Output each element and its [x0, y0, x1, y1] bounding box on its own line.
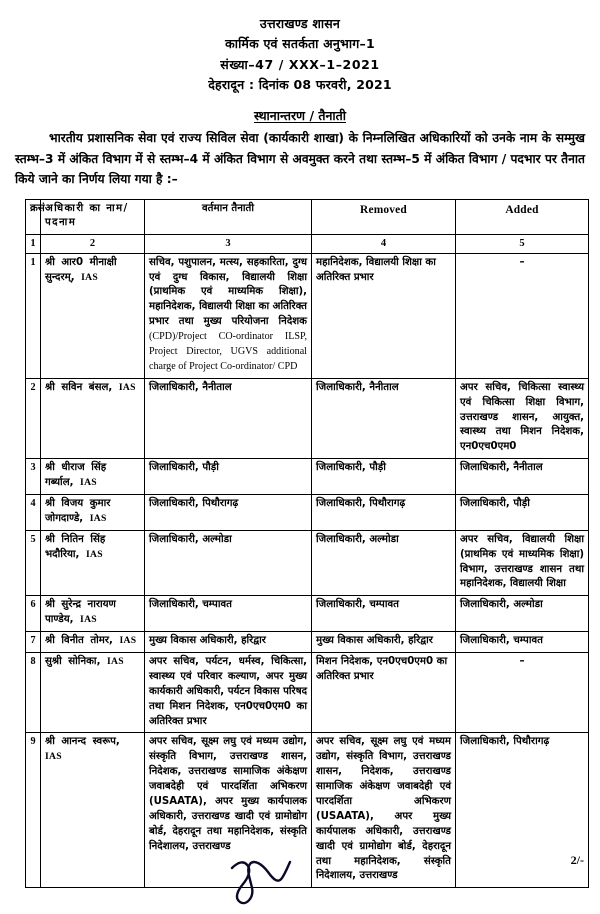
officer-name-text: श्री आर0 मीनाक्षी सुन्दरम्, [45, 256, 117, 283]
officer-service-tag: IAS [45, 751, 62, 763]
th-officer-name: अधिकारी का नाम/ पदनाम [41, 199, 145, 235]
place-and-date: देहरादून : दिनांक 08 फरवरी, 2021 [208, 76, 392, 92]
colnum-1: 1 [26, 235, 41, 253]
officer-service-tag: IAS [89, 512, 107, 524]
row-current-posting: अपर सचिव, सूक्ष्म लघु एवं मध्यम उद्योग, संस्कृति विभाग, उत्तराखण्ड शासन, निदेशक, उत्तराखण्ड सामाजिक अंकेक्षण जवाबदेही एवं पारदर्शिता अभिकरण (USAATA), अपर मुख्य कार्यपालक अधिकारी, उत्तराखण्ड खादी एवं ग्रामोद्योग बोर्ड, देहरादून तथा महानिदेशक, संस्कृति निदेशालय, उत्तराखण्ड [145, 733, 312, 888]
colnum-4: 4 [312, 235, 456, 253]
document-header [13, 14, 587, 95]
th-removed: Removed [312, 199, 456, 235]
row-added: जिलाधिकारी, पिथौरागढ़ [456, 733, 589, 888]
transfer-table [25, 199, 589, 889]
row-added: जिलाधिकारी, नैनीताल [456, 459, 589, 495]
table-row [26, 253, 589, 378]
subject-text: स्थानान्तरण / तैनाती [253, 108, 347, 123]
row-officer-name [41, 378, 145, 458]
th-added: Added [456, 199, 589, 235]
row-officer-name [41, 494, 145, 530]
govt-name: उत्तराखण्ड शासन [259, 16, 341, 31]
table-row [26, 530, 589, 596]
row-current-posting: जिलाधिकारी, अल्मोडा [145, 530, 312, 596]
row-current-posting [145, 253, 312, 378]
row-added: – [456, 253, 589, 378]
colnum-3: 3 [145, 235, 312, 253]
department-section: कार्मिक एवं सतर्कता अनुभाग–1 [225, 36, 375, 52]
row-current-posting: जिलाधिकारी, चम्पावत [145, 596, 312, 632]
officer-name-text: श्री नितिन सिंह भदौरिया, [45, 533, 106, 560]
row-current-posting: अपर सचिव, पर्यटन, धर्मस्व, चिकित्सा, स्वास्थ्य एवं परिवार कल्याण, अपर मुख्य कार्यकारी अधिकारी, पर्यटन विकास परिषद तथा मिशन निदेशक, एन0एच0एम0 का अतिरिक्त प्रभार [145, 652, 312, 732]
row-officer-name [41, 530, 145, 596]
colnum-2: 2 [41, 235, 145, 253]
transfer-table-wrapper [25, 199, 588, 889]
current-posting-latin: (CPD)/Project CO-ordinator ILSP, Project Director, UGVS additional charge of Project Co-ordinator/ CPD [149, 331, 307, 372]
officer-service-tag: IAS [85, 548, 103, 560]
th-current-posting: वर्तमान तैनाती [145, 199, 312, 235]
row-serial: 2 [26, 378, 41, 458]
row-removed: अपर सचिव, सूक्ष्म लघु एवं मध्यम उद्योग, संस्कृति विभाग, उत्तराखण्ड शासन, निदेशक, उत्तराखण्ड सामाजिक अंकेक्षण जवाबदेही एवं पारदर्शिता अभिकरण (USAATA), अपर मुख्य कार्यपालक अधिकारी, उत्तराखण्ड खादी एवं ग्रामोद्योग बोर्ड, देहरादून तथा महानिदेशक, संस्कृति निदेशालय, उत्तराखण्ड [312, 733, 456, 888]
signature-mark [218, 854, 338, 908]
officer-service-tag: IAS [106, 655, 124, 667]
table-row [26, 378, 589, 458]
row-serial: 1 [26, 253, 41, 378]
row-officer-name [41, 733, 145, 888]
row-officer-name [41, 253, 145, 378]
table-row [26, 494, 589, 530]
officer-name-text: श्री सुरेन्द्र नारायण पाण्डेय, [45, 599, 116, 626]
row-serial: 8 [26, 652, 41, 732]
row-current-posting: जिलाधिकारी, पिथौरागढ़ [145, 494, 312, 530]
row-officer-name [41, 459, 145, 495]
page-continuation-mark: 2/- [570, 853, 584, 867]
table-column-numbers-row [26, 235, 589, 253]
table-row [26, 652, 589, 732]
row-added: अपर सचिव, विद्यालयी शिक्षा (प्राथमिक एवं माध्यमिक शिक्षा) विभाग, उत्तराखण्ड शासन तथा महानिदेशक, विद्यालयी शिक्षा [456, 530, 589, 596]
table-head [26, 199, 589, 253]
officer-name-text: सुश्री सोनिका, [45, 655, 101, 667]
row-added: अपर सचिव, चिकित्सा स्वास्थ्य एवं चिकित्सा शिक्षा विभाग, उत्तराखण्ड शासन, आयुक्त, स्वास्थ्य तथा मिशन निदेशक, एन0एच0एम0 [456, 378, 589, 458]
row-current-posting: जिलाधिकारी, नैनीताल [145, 378, 312, 458]
th-serial: क्रसं [26, 199, 41, 235]
officer-name-text: श्री विजय कुमार जोगदाण्डे, [45, 497, 111, 524]
colnum-5: 5 [456, 235, 589, 253]
current-posting-text: सचिव, पशुपालन, मत्स्य, सहकारिता, दुग्ध एवं दुग्ध विकास, विद्यालयी शिक्षा (प्राथमिक एवं माध्यमिक शिक्षा), महानिदेशक, विद्यालयी शिक्षा का अतिरिक्त प्रभार तथा मुख्य परियोजना निदेशक [149, 256, 307, 328]
row-removed: मुख्य विकास अधिकारी, हरिद्वार [312, 632, 456, 653]
row-added: जिलाधिकारी, पौड़ी [456, 494, 589, 530]
row-current-posting: जिलाधिकारी, पौड़ी [145, 459, 312, 495]
row-removed: जिलाधिकारी, चम्पावत [312, 596, 456, 632]
row-serial: 7 [26, 632, 41, 653]
row-removed: जिलाधिकारी, पिथौरागढ़ [312, 494, 456, 530]
table-body [26, 253, 589, 888]
row-officer-name [41, 632, 145, 653]
officer-service-tag: IAS [80, 477, 97, 489]
row-serial: 3 [26, 459, 41, 495]
row-removed: जिलाधिकारी, नैनीताल [312, 378, 456, 458]
officer-service-tag: IAS [119, 635, 137, 647]
row-officer-name [41, 652, 145, 732]
row-serial: 6 [26, 596, 41, 632]
row-removed: महानिदेशक, विद्यालयी शिक्षा का अतिरिक्त प्रभार [312, 253, 456, 378]
row-removed: जिलाधिकारी, अल्मोडा [312, 530, 456, 596]
table-row [26, 632, 589, 653]
table-row [26, 459, 589, 495]
row-added: जिलाधिकारी, चम्पावत [456, 632, 589, 653]
intro-paragraph: भारतीय प्रशासनिक सेवा एवं राज्य सिविल सेवा (कार्यकारी शाखा) के निम्नलिखित अधिकारियों को उनके नाम के सम्मुख स्तम्भ–3 में अंकित विभाग में से स्तम्भ–4 में अंकित विभाग से अवमुक्त करने तथा स्तम्भ–5 में अंकित विभाग / पदभार पर तैनात किये जाने का निर्णय लिया गया है :– [15, 131, 585, 186]
row-added: जिलाधिकारी, अल्मोडा [456, 596, 589, 632]
row-serial: 5 [26, 530, 41, 596]
table-header-row [26, 199, 589, 235]
officer-name-text: श्री विनीत तोमर, [45, 635, 113, 647]
order-number: संख्या–47 / XXX–1–2021 [220, 56, 380, 72]
row-officer-name [41, 596, 145, 632]
officer-name-text: श्री आनन्द स्वरूप, [45, 736, 120, 748]
subject-line [13, 105, 587, 124]
officer-name-text: श्री सविन बंसल, [45, 381, 113, 393]
officer-service-tag: IAS [81, 271, 99, 283]
table-row [26, 596, 589, 632]
officer-service-tag: IAS [80, 614, 97, 626]
row-removed: जिलाधिकारी, पौड़ी [312, 459, 456, 495]
row-current-posting: मुख्य विकास अधिकारी, हरिद्वार [145, 632, 312, 653]
officer-service-tag: IAS [118, 381, 136, 393]
row-added: – [456, 652, 589, 732]
officer-name-text: श्री धीराज सिंह गर्ब्याल, [45, 462, 107, 489]
row-removed: मिशन निदेशक, एन0एच0एम0 का अतिरिक्त प्रभार [312, 652, 456, 732]
row-serial: 9 [26, 733, 41, 888]
row-serial: 4 [26, 494, 41, 530]
